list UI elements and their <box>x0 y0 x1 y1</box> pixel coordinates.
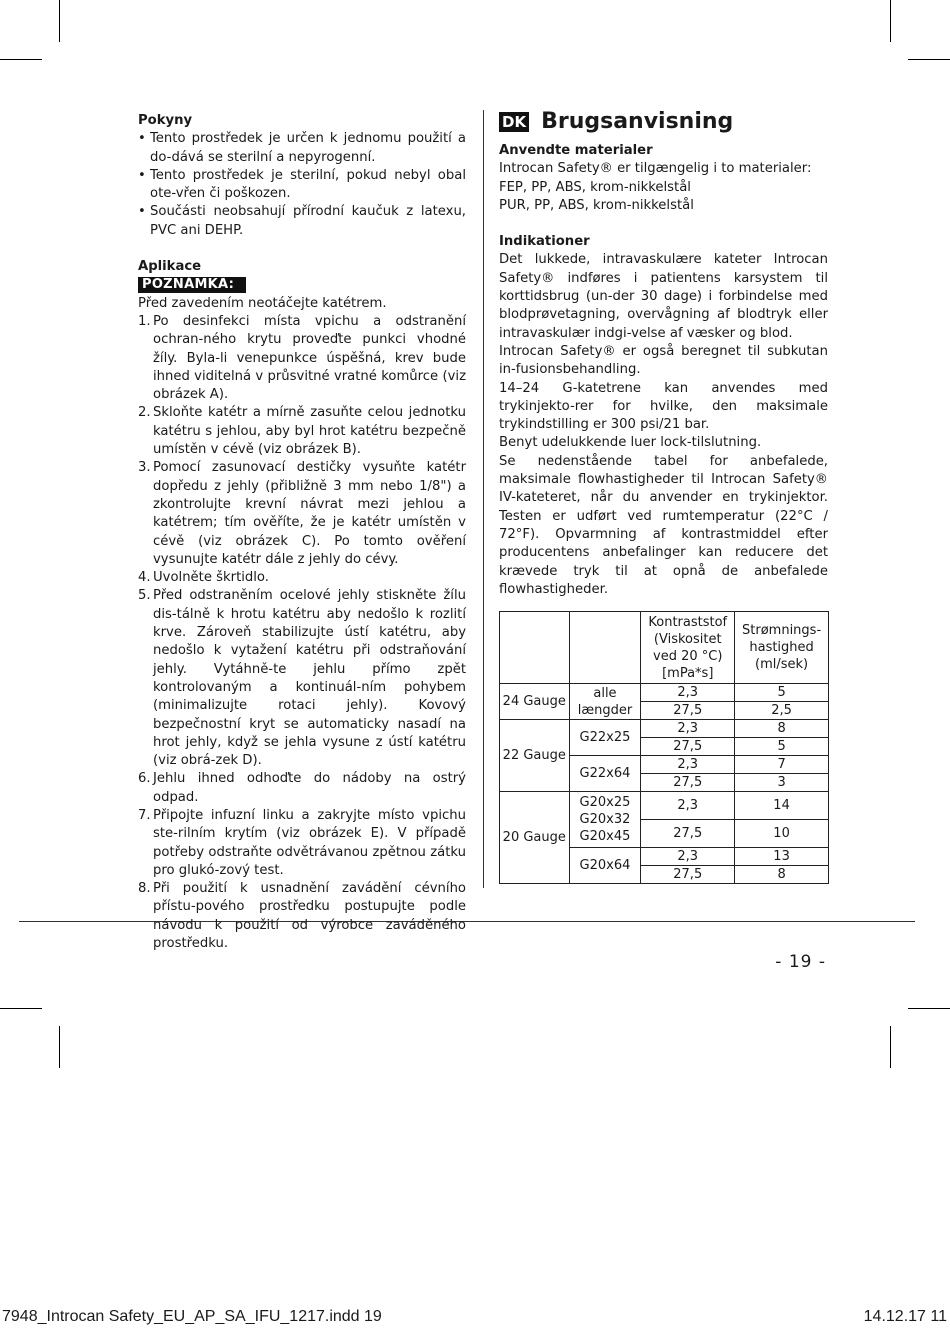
step-item <box>138 569 466 587</box>
flow-cell: 3 <box>735 774 829 792</box>
table-header-row <box>500 612 829 684</box>
step-item <box>138 770 466 807</box>
language-badge: DK <box>499 112 529 132</box>
gauge-cell: 20 Gauge <box>500 792 570 884</box>
crop-mark <box>0 1008 42 1009</box>
flow-cell: 2,5 <box>735 702 829 720</box>
step-item <box>138 459 466 569</box>
table-header-flow: Strømnings-hastighed (ml/sek) <box>735 612 829 684</box>
flow-cell: 13 <box>735 848 829 866</box>
step-text: Připojte infuzní linku a zakryjte místo vpichu ste-rilním krytím (viz obrázek E). V případě potřeby odstraňte odvětrávanou zpětnou zátku pro glukó-zový test. <box>153 807 466 878</box>
size-cell: G20x25 G20x32 G20x45 <box>569 792 641 848</box>
step-text: Skloňte katétr a mírně zasuňte celou jednotku katétru s jehlou, aby byl hrot katétru bezpečně umístěn v cévě (viz obrázek B). <box>153 405 466 458</box>
table-row <box>500 792 829 820</box>
viscosity-cell: 27,5 <box>641 774 735 792</box>
crop-mark <box>59 1026 60 1068</box>
step-text: Uvolněte škrtidlo. <box>153 570 269 586</box>
crop-mark <box>908 59 950 60</box>
viscosity-cell: 27,5 <box>641 866 735 884</box>
step-number: 8. <box>138 881 151 897</box>
step-text: Při použití k usnadnění zavádění cévního přístu-pového prostředku postupujte podle návodu k použití od výrobce zaváděného prostředku. <box>153 881 466 952</box>
footer-date: 14.12.17 11 <box>863 1308 947 1325</box>
size-cell: G22x64 <box>569 756 641 792</box>
flow-cell: 5 <box>735 738 829 756</box>
size-cell: G22x25 <box>569 720 641 756</box>
table-header-empty <box>500 612 570 684</box>
indications-paragraph: Introcan Safety® er også beregnet til subkutan in-fusionsbehandling. <box>499 343 828 378</box>
table-header-viscosity: Kontraststof (Viskositet ved 20 °C) [mPa*s] <box>641 612 735 684</box>
indications-paragraph: Benyt udelukkende luer lock-tilslutning. <box>499 435 762 451</box>
indications-paragraph: Se nedenstående tabel for anbefalede, maksimale flowhastigheder til Introcan Safety® IV-kateteret, når du anvender en trykinjektor. Testen er udført ved rumtemperatur (22°C / 72°F). Opvarmning af kontrastmiddel efter producentens anbefalinger kan reducere det krævede tryk til at opnå de anbefalede flowhastigheder. <box>499 453 828 597</box>
step-item <box>138 587 466 770</box>
viscosity-cell: 27,5 <box>641 702 735 720</box>
indications-paragraph: 14–24 G-katetrene kan anvendes med trykinjekto-rer for hvilke, den maksimale trykindstilling er 300 psi/21 bar. <box>499 380 828 433</box>
step-text: Jehlu ihned odhoďte do nádoby na ostrý odpad. <box>153 771 466 805</box>
step-number: 2. <box>138 405 151 421</box>
step-number: 3. <box>138 460 151 476</box>
viscosity-cell: 2,3 <box>641 848 735 866</box>
pokyny-item: • Tento prostředek je sterilní, pokud nebyl obal ote-vřen či poškozen. <box>138 167 466 204</box>
danish-column <box>499 108 828 884</box>
flow-cell: 8 <box>735 866 829 884</box>
step-number: 6. <box>138 771 151 787</box>
size-cell: alle længder <box>569 684 641 720</box>
footer-filename: 7948_Introcan Safety_EU_AP_SA_IFU_1217.indd 19 <box>2 1308 382 1325</box>
step-item <box>138 807 466 880</box>
note-badge: POZNÁMKA: <box>138 277 246 293</box>
step-text: Po desinfekci místa vpichu a odstranění ochran-ného krytu proveďte punkci vhodné žíly. Byla-li venepunkce úspěšná, krev bude ihned viditelná v průsvitné vratné komůrce (viz obrázek A). <box>153 313 466 403</box>
crop-mark <box>890 0 891 42</box>
step-number: 5. <box>138 588 151 604</box>
aplikace-title: Aplikace <box>138 259 202 275</box>
section-heading <box>499 108 828 134</box>
table-header-empty <box>569 612 641 684</box>
step-text: Pomocí zasunovací destičky vysuňte katétr dopředu z jehly (přibližně 3 mm nebo 1/8") a zkontrolujte krevní návrat mezi jehlou a katétrem; tím ověříte, že je katétr umístěn v cévě (viz obrázek C). Po tomto ověření vysunujte katétr dále z jehly do cévy. <box>153 460 466 567</box>
step-number: 4. <box>138 570 151 586</box>
viscosity-cell: 2,3 <box>641 792 735 820</box>
flow-cell: 5 <box>735 684 829 702</box>
indications-title: Indikationer <box>499 234 590 250</box>
materials-line: PUR, PP, ABS, krom-nikkelstål <box>499 197 694 213</box>
materials-line: FEP, PP, ABS, krom-nikkelstål <box>499 179 691 195</box>
materials-line: Introcan Safety® er tilgængelig i to materialer: <box>499 161 812 177</box>
flow-cell: 10 <box>735 820 829 848</box>
viscosity-cell: 27,5 <box>641 738 735 756</box>
gauge-cell: 22 Gauge <box>500 720 570 792</box>
pokyny-item: • Součásti neobsahují přírodní kaučuk z latexu, PVC ani DEHP. <box>138 203 466 240</box>
step-item <box>138 313 466 404</box>
note-text: Před zavedením neotáčejte katétrem. <box>138 295 387 311</box>
flow-cell: 14 <box>735 792 829 820</box>
page-number: - 19 - <box>775 952 826 972</box>
pokyny-title: Pokyny <box>138 113 193 128</box>
crop-mark <box>908 1008 950 1009</box>
viscosity-cell: 2,3 <box>641 684 735 702</box>
gauge-cell: 24 Gauge <box>500 684 570 720</box>
viscosity-cell: 2,3 <box>641 756 735 774</box>
indications-paragraph: Det lukkede, intravaskulære kateter Introcan Safety® indføres i patientens karsystem til korttidsbrug (un-der 30 dage) i forbindelse med blodprøvetagning, overvågning af blodtryk eller intravaskulær indgi-velse af væsker og blod. <box>499 252 828 341</box>
table-row <box>500 720 829 738</box>
crop-mark <box>0 59 42 60</box>
step-item <box>138 880 466 953</box>
size-cell: G20x64 <box>569 848 641 884</box>
table-row <box>500 684 829 702</box>
crop-mark <box>59 0 60 42</box>
flow-cell: 8 <box>735 720 829 738</box>
step-number: 1. <box>138 313 151 329</box>
viscosity-cell: 2,3 <box>641 720 735 738</box>
step-text: Před odstraněním ocelové jehly stiskněte žílu dis-tálně k hrotu katétru aby nedošlo k rozlití krve. Zároveň stabilizujte ústí katétru, aby nedošlo k vytažení katétru při odstraňování jehly. Vytáhně-te jehlu přímo zpět kontrolovaným a kontinuál-ním pohybem (minimalizujte rotaci jehly). Kovový bezpečnostní kryt se automaticky nasadí na hrot jehly, když se jehla vysune z ústí katétru (viz obrá-zek D). <box>153 588 466 769</box>
column-divider <box>483 110 484 888</box>
pokyny-item: • Tento prostředek je určen k jednomu použití a do-dává se sterilní a nepyrogenní. <box>138 130 466 167</box>
step-item <box>138 404 466 459</box>
viscosity-cell: 27,5 <box>641 820 735 848</box>
flow-rate-table <box>499 611 829 884</box>
flow-cell: 7 <box>735 756 829 774</box>
crop-mark <box>890 1026 891 1068</box>
section-title: Brugsanvisning <box>541 108 734 134</box>
materials-title: Anvendte materialer <box>499 143 653 158</box>
step-number: 7. <box>138 807 151 823</box>
czech-column <box>138 112 466 953</box>
